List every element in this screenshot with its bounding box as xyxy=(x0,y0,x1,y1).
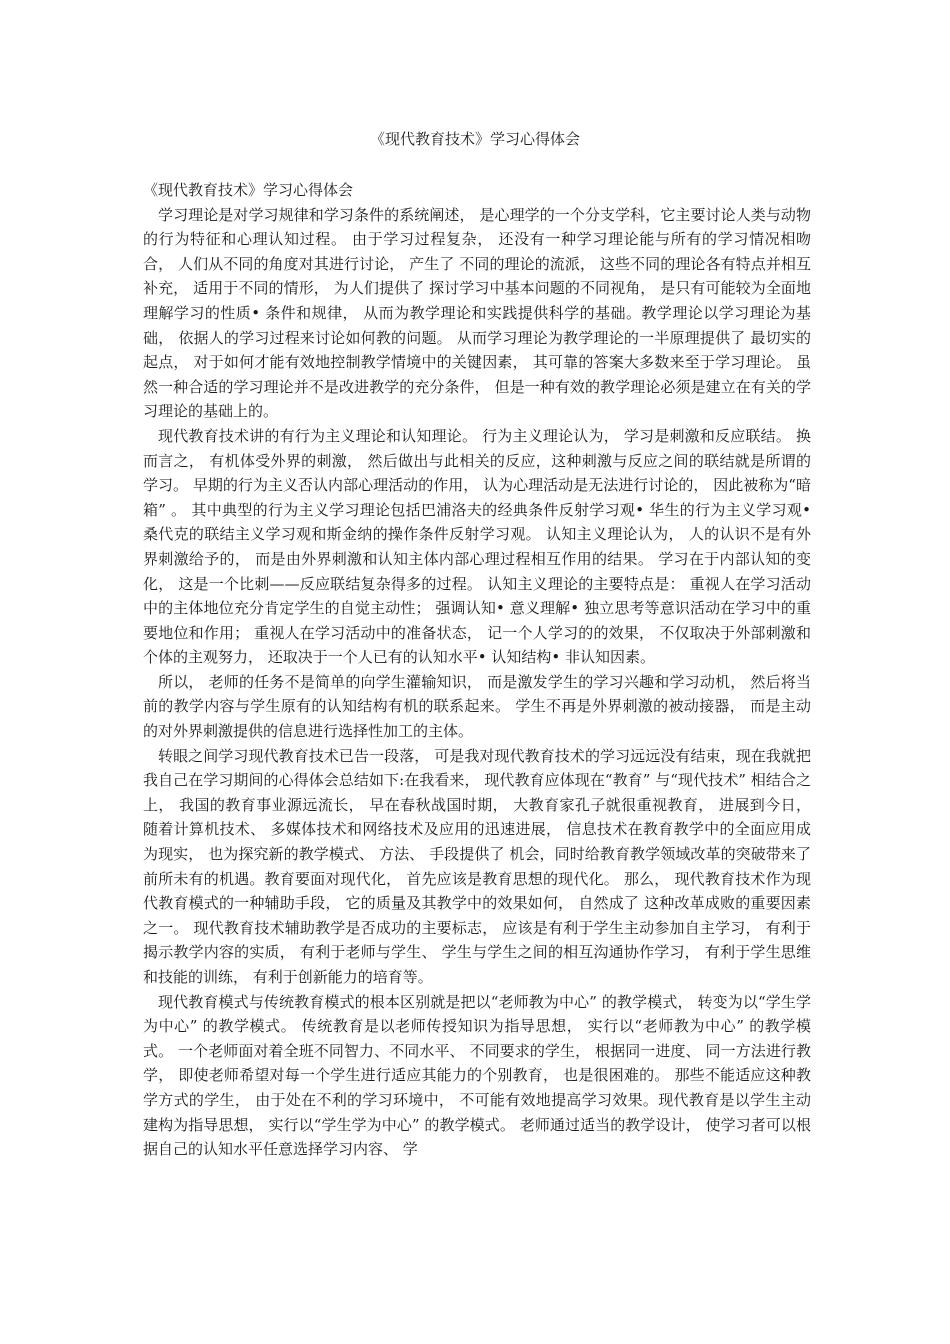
paragraph-teacher-task: 所以， 老师的任务不是简单的向学生灌输知识， 而是激发学生的学习兴趣和学习动机， 然后将当前的教学内容与学生原有的认知结构有机的联系起来。 学生不再是外界刺激的被动接器， 而是主动的对外界刺激提供的信息进行选择性加工的主体。 xyxy=(143,672,811,741)
document-subtitle: 《现代教育技术》学习心得体会 xyxy=(143,181,354,199)
paragraph-behaviorism-cognitivism: 现代教育技术讲的有行为主义理论和认知理论。 行为主义理论认为， 学习是刺激和反应联结。 换而言之， 有机体受外界的刺激， 然后做出与此相关的反应，这种刺激与反应之间的联结就是所谓的学习。 早期的行为主义否认内部心理活动的作用， 认为心理活动是无法进行讨论的， 因此被称为“暗箱” 。 其中典型的行为主义学习理论包括巴浦洛夫的经典条件反射学习观• 华生的行为主义学习观• 桑代克的联结主义学习观和斯金纳的操作条件反射学习观。 认知主义理论认为， 人的认识不是有外界刺激给予的， 而是由外界刺激和认知主体内部心理过程相互作用的结果。 学习在于内部认知的变化， 这是一个比刺——反应联结复杂得多的过程。 认知主义理论的主要特点是： 重视人在学习活动中的主体地位充分肯定学生的自觉主动性； 强调认知• 意义理解• 独立思考等意识活动在学习中的重要地位和作用； 重视人在学习活动中的准备状态， 记一个人学习的的效果， 不仅取决于外部刺激和个体的主观努力， 还取决于一个人已有的认知水平• 认知结构• 非认知因素。 xyxy=(143,426,811,667)
paragraph-reflection: 转眼之间学习现代教育技术已告一段落， 可是我对现代教育技术的学习远远没有结束，现在我就把我自己在学习期间的心得体会总结如下:在我看来， 现代教育应体现在“教育” 与“现代技术” 相结合之上， 我国的教育事业源远流长， 早在春秋战国时期， 大教育家孔子就很重视教育， 进展到今日， 随着计算机技术、 多媒体技术和网络技术及应用的迅速进展， 信息技术在教育教学中的全面应用成为现实， 也为探究新的教学模式、 方法、 手段提供了 机会，同时给教育教学领域改革的突破带来了 前所未有的机遇。教育要面对现代化， 首先应该是教育思想的现代化。 那么， 现代教育技术作为现代教育模式的一种辅助手段， 它的质量及其教学中的效果如何， 自然成了 这种改革成败的重要因素之一。 现代教育技术辅助教学是否成功的主要标志， 应该是有利于学生主动参加自主学习， 有利于揭示教学内容的实质， 有利于老师与学生、 学生与学生之间的相互沟通协作学习， 有利于学生思维和技能的训练， 有利于创新能力的培育等。 xyxy=(143,746,811,986)
document-body xyxy=(143,178,811,1162)
paragraph-learning-theory: 学习理论是对学习规律和学习条件的系统阐述， 是心理学的一个分支学科，它主要讨论人类与动物的行为特征和心理认知过程。 由于学习过程复杂， 还没有一种学习理论能与所有的学习情况相吻合， 人们从不同的角度对其进行讨论， 产生了 不同的理论的流派， 这些不同的理论各有特点并相互补充， 适用于不同的情形， 为人们提供了 探讨学习中基本问题的不同视角， 是只有可能较为全面地理解学习的性质• 条件和规律， 从而为教学理论和实践提供科学的基础。教学理论以学习理论为基础， 依据人的学习过程来讨论如何教的问题。 从而学习理论为教学理论的一半原理提供了 最切实的起点， 对于如何才能有效地控制教学情境中的关键因素， 其可靠的答案大多数来至于学习理论。 虽然一种合适的学习理论并不是改进教学的充分条件， 但是一种有效的教学理论必须是建立在有关的学习理论的基础上的。 xyxy=(143,205,811,421)
document-title: 《现代教育技术》学习心得体会 xyxy=(369,130,580,148)
paragraph-education-models: 现代教育模式与传统教育模式的根本区别就是把以“老师教为中心” 的教学模式， 转变为以“学生学为中心” 的教学模式。 传统教育是以老师传授知识为指导思想， 实行以“老师教为中心” 的教学模式。 一个老师面对着全班不同智力、不同水平、 不同要求的学生， 根据同一进度、 同一方法进行教学， 即使老师希望对每一个学生进行适应其能力的个别教育， 也是很困难的。 那些不能适应这种教学方式的学生， 由于处在不利的学习环境中， 不可能有效地提高学习效果。现代教育是以学生主动建构为指导思想， 实行以“学生学为中心” 的教学模式。 老师通过适当的教学设计， 使学习者可以根据自己的认知水平任意选择学习内容、 学 xyxy=(143,992,811,1159)
